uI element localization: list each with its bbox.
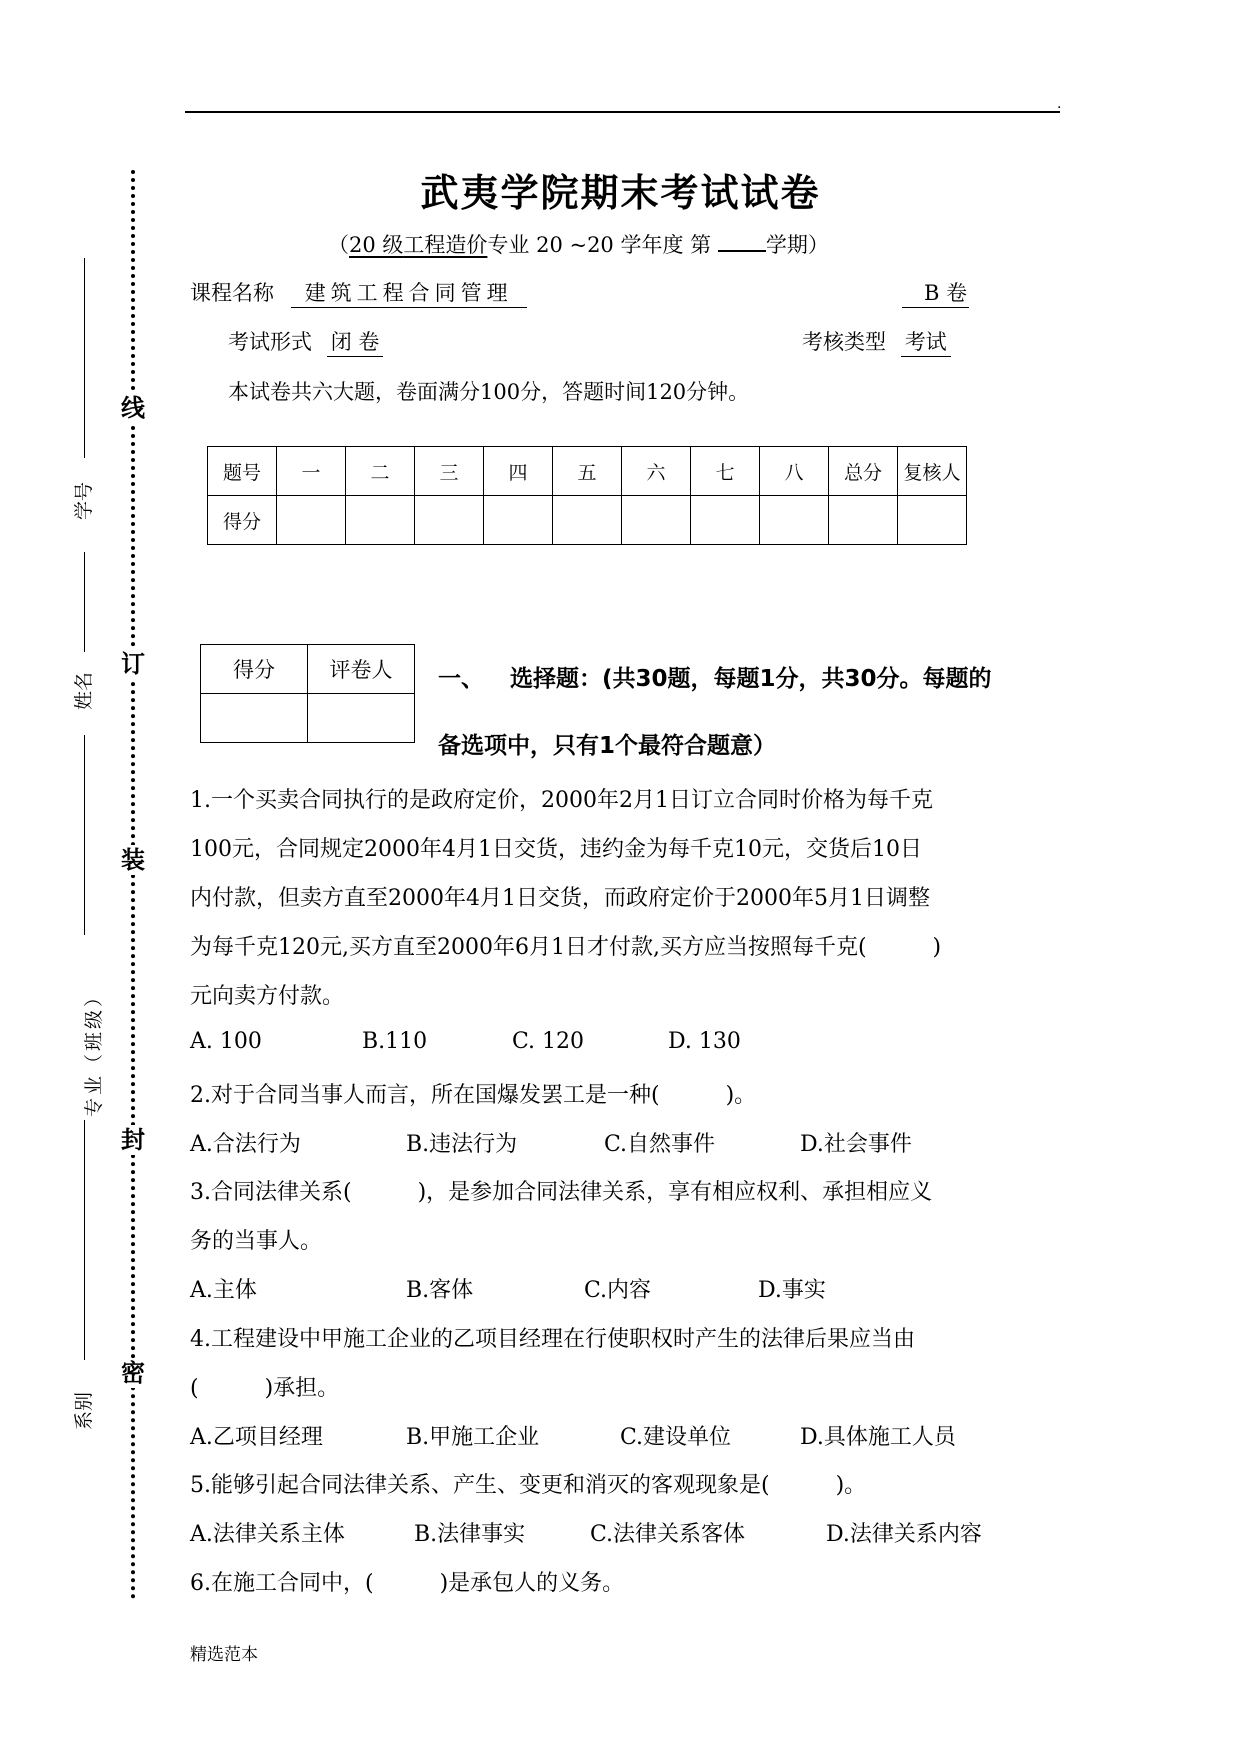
question-1-line: 元向卖方付款。 [190,984,345,1009]
question-3-line: 务的当事人。 [190,1229,323,1254]
grader-header: 评卷人 [308,645,415,694]
course-label: 课程名称 [190,281,274,305]
exam-title: 武夷学院期末考试试卷 [420,171,821,215]
score-header: 七 [691,447,760,496]
score-header: 六 [622,447,691,496]
score-cell[interactable] [691,496,760,545]
paper-type-row [902,277,969,308]
section-1-heading-text: 选择题：(共30题，每题1分，共30分。每题的 [510,666,992,692]
option: A.法律关系主体 [190,1522,345,1547]
exam-subtitle [328,229,829,259]
option: D.社会事件 [800,1132,912,1157]
option: C.自然事件 [604,1132,716,1157]
score-cell[interactable] [277,496,346,545]
course-row [190,277,527,308]
subtitle-term: 专业 20 ~20 学年度 第 [487,233,718,257]
grader-value-row [201,694,415,743]
score-cell[interactable] [760,496,829,545]
binding-char-feng: 封 [118,1125,148,1155]
option: B.违法行为 [406,1132,518,1157]
question-3-options [190,1273,826,1304]
score-header: 复核人 [898,447,967,496]
exam-form-row [228,326,383,357]
subtitle-open: （ [328,233,349,257]
student-id-line [84,258,85,458]
section-1-heading-line1 [438,660,992,693]
name-label: 姓名 [73,672,95,711]
binding-char-xian: 线 [118,393,148,423]
score-cell[interactable] [484,496,553,545]
subtitle-end: 学期） [765,233,829,257]
name-line-upper [84,552,85,652]
top-rule [185,111,1060,113]
option: B.110 [362,1029,428,1054]
student-id-label: 学号 [73,482,95,521]
option: D. 130 [668,1029,741,1054]
question-1-line: 1.一个买卖合同执行的是政府定价，2000年2月1日订立合同时价格为每千克 [190,788,933,813]
section-1-heading-line2: 备选项中，只有1个最符合题意） [438,733,777,759]
subtitle-major: 工程造价 [403,233,488,257]
question-4-options [190,1420,956,1451]
option: B.客体 [406,1278,474,1303]
score-cell[interactable] [898,496,967,545]
assessment-label: 考核类型 [802,330,886,354]
option: D.法律关系内容 [826,1522,982,1547]
score-table [207,446,967,545]
score-cell[interactable] [553,496,622,545]
option: D.事实 [758,1278,826,1303]
question-5-options [190,1517,982,1548]
option: A.合法行为 [190,1132,301,1157]
score-header: 总分 [829,447,898,496]
term-blank [718,232,766,252]
score-header: 二 [346,447,415,496]
option: C. 120 [512,1029,585,1054]
binding-char-mi: 密 [118,1358,148,1388]
question-1-line: 内付款，但卖方直至2000年4月1日交货，而政府定价于2000年5月1日调整 [190,886,930,911]
question-4-line: ( )承担。 [190,1376,340,1401]
score-value-row [208,496,967,545]
grader-cell[interactable] [201,694,308,743]
score-cell[interactable] [346,496,415,545]
footer-text: 精选范本 [190,1645,258,1665]
grader-cell[interactable] [308,694,415,743]
subtitle-grade: 20 级 [349,233,404,257]
grader-header: 得分 [201,645,308,694]
option: B.法律事实 [414,1522,526,1547]
score-header: 五 [553,447,622,496]
major-line [84,1120,85,1360]
option: B.甲施工企业 [406,1425,540,1450]
question-2-options [190,1127,912,1158]
course-name: 建筑工程合同管理 [291,277,527,308]
grader-table [200,644,415,743]
question-3-line: 3.合同法律关系( )，是参加合同法律关系，享有相应权利、承担相应义 [190,1180,933,1205]
assessment-row [802,326,951,357]
score-header: 四 [484,447,553,496]
question-1-line: 为每千克120元,买方直至2000年6月1日才付款,买方应当按照每千克( ) [190,935,942,960]
assessment-type: 考试 [901,326,951,357]
score-header: 题号 [208,447,277,496]
score-header-row [208,447,967,496]
score-cell[interactable] [622,496,691,545]
question-5-line: 5.能够引起合同法律关系、产生、变更和消灭的客观现象是( )。 [190,1473,867,1498]
top-dot: . [1057,96,1062,112]
grader-header-row [201,645,415,694]
option: A.主体 [190,1278,257,1303]
department-label: 系别 [73,1392,95,1431]
name-line-lower [84,735,85,935]
exam-form: 闭 卷 [327,326,384,357]
section-1-number: 一、 [438,666,484,692]
score-header: 八 [760,447,829,496]
option: C.建设单位 [620,1425,732,1450]
option: C.内容 [584,1278,652,1303]
binding-char-ding: 订 [118,649,148,679]
question-1-line: 100元，合同规定2000年4月1日交货，违约金为每千克10元，交货后10日 [190,837,922,862]
option: A.乙项目经理 [190,1425,323,1450]
score-cell[interactable] [829,496,898,545]
question-1-options [190,1029,741,1054]
score-cell[interactable] [415,496,484,545]
binding-char-zhuang: 装 [118,845,148,875]
score-row-label: 得分 [208,496,277,545]
exam-form-label: 考试形式 [228,330,312,354]
question-6-line: 6.在施工合同中，( )是承包人的义务。 [190,1571,625,1596]
option: C.法律关系客体 [590,1522,746,1547]
major-class-label: 专业（班级） [83,985,105,1118]
score-header: 一 [277,447,346,496]
score-header: 三 [415,447,484,496]
option: D.具体施工人员 [800,1425,956,1450]
instructions: 本试卷共六大题，卷面满分100分，答题时间120分钟。 [228,380,750,404]
question-4-line: 4.工程建设中甲施工企业的乙项目经理在行使职权时产生的法律后果应当由 [190,1327,915,1352]
paper-type: B 卷 [902,277,969,308]
option: A. 100 [190,1029,262,1054]
question-2-line: 2.对于合同当事人而言，所在国爆发罢工是一种( )。 [190,1083,757,1108]
